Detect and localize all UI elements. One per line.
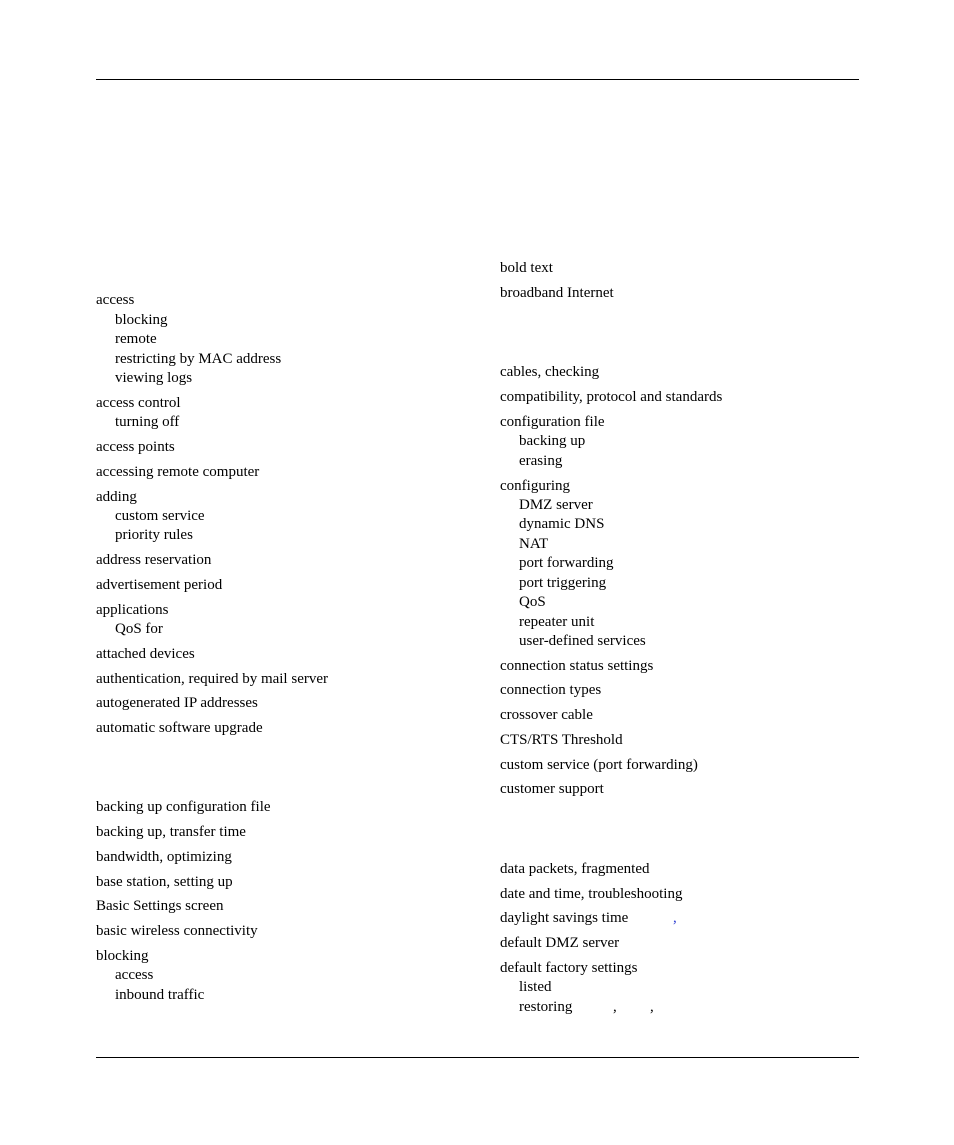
index-entry: basic wireless connectivity bbox=[96, 923, 258, 939]
header-rule bbox=[96, 79, 859, 80]
index-entry: configuring bbox=[500, 478, 570, 494]
index-entry: default DMZ server bbox=[500, 935, 620, 951]
index-subentry: QoS for bbox=[115, 621, 163, 637]
index-subentry: priority rules bbox=[115, 527, 193, 543]
index-entry: crossover cable bbox=[500, 707, 593, 723]
index-entry: CTS/RTS Threshold bbox=[500, 732, 623, 748]
index-subentry: DMZ server bbox=[519, 497, 593, 513]
page-ref-comma: , bbox=[673, 910, 677, 926]
index-entry: address reservation bbox=[96, 552, 212, 568]
index-entry: bold text bbox=[500, 260, 553, 276]
index-entry: access control bbox=[96, 395, 181, 411]
index-entry: applications bbox=[96, 602, 169, 618]
index-subentry: port triggering bbox=[519, 575, 607, 591]
index-subentry: erasing bbox=[519, 453, 563, 469]
index-entry: backing up, transfer time bbox=[96, 824, 246, 840]
index-entry: access bbox=[96, 292, 135, 308]
index-subentry: dynamic DNS bbox=[519, 516, 605, 532]
index-entry: default factory settings bbox=[500, 960, 638, 976]
index-entry: attached devices bbox=[96, 646, 195, 662]
index-subentry: restoring bbox=[519, 999, 573, 1015]
index-subentry: NAT bbox=[519, 536, 549, 552]
index-subentry: blocking bbox=[115, 312, 168, 328]
index-subentry: inbound traffic bbox=[115, 987, 205, 1003]
index-entry: configuration file bbox=[500, 414, 605, 430]
index-entry: authentication, required by mail server bbox=[96, 671, 328, 687]
index-entry: connection status settings bbox=[500, 658, 654, 674]
index-subentry: custom service bbox=[115, 508, 205, 524]
index-entry: backing up configuration file bbox=[96, 799, 271, 815]
page-ref-comma: , bbox=[613, 999, 617, 1015]
index-entry: automatic software upgrade bbox=[96, 720, 263, 736]
index-entry: daylight savings time bbox=[500, 910, 629, 926]
footer-rule bbox=[96, 1057, 859, 1058]
index-entry: access points bbox=[96, 439, 175, 455]
index-entry: custom service (port forwarding) bbox=[500, 757, 698, 773]
index-subentry: restricting by MAC address bbox=[115, 351, 282, 367]
index-entry: data packets, fragmented bbox=[500, 861, 650, 877]
index-entry: accessing remote computer bbox=[96, 464, 260, 480]
index-subentry: remote bbox=[115, 331, 157, 347]
index-entry: Basic Settings screen bbox=[96, 898, 224, 914]
index-entry: base station, setting up bbox=[96, 874, 233, 890]
index-subentry: QoS bbox=[519, 594, 546, 610]
index-entry: date and time, troubleshooting bbox=[500, 886, 683, 902]
index-entry: blocking bbox=[96, 948, 149, 964]
index-entry: bandwidth, optimizing bbox=[96, 849, 232, 865]
index-subentry: viewing logs bbox=[115, 370, 193, 386]
page-ref-comma: , bbox=[650, 999, 654, 1015]
index-subentry: turning off bbox=[115, 414, 180, 430]
index-subentry: backing up bbox=[519, 433, 586, 449]
index-entry: autogenerated IP addresses bbox=[96, 695, 258, 711]
index-entry: connection types bbox=[500, 682, 602, 698]
index-subentry: port forwarding bbox=[519, 555, 614, 571]
index-subentry: user-defined services bbox=[519, 633, 646, 649]
index-entry: customer support bbox=[500, 781, 604, 797]
index-subentry: repeater unit bbox=[519, 614, 595, 630]
index-subentry: access bbox=[115, 967, 154, 983]
index-entry: adding bbox=[96, 489, 137, 505]
index-entry: broadband Internet bbox=[500, 285, 614, 301]
index-entry: cables, checking bbox=[500, 364, 600, 380]
index-entry: advertisement period bbox=[96, 577, 223, 593]
index-entry: compatibility, protocol and standards bbox=[500, 389, 723, 405]
index-subentry: listed bbox=[519, 979, 552, 995]
